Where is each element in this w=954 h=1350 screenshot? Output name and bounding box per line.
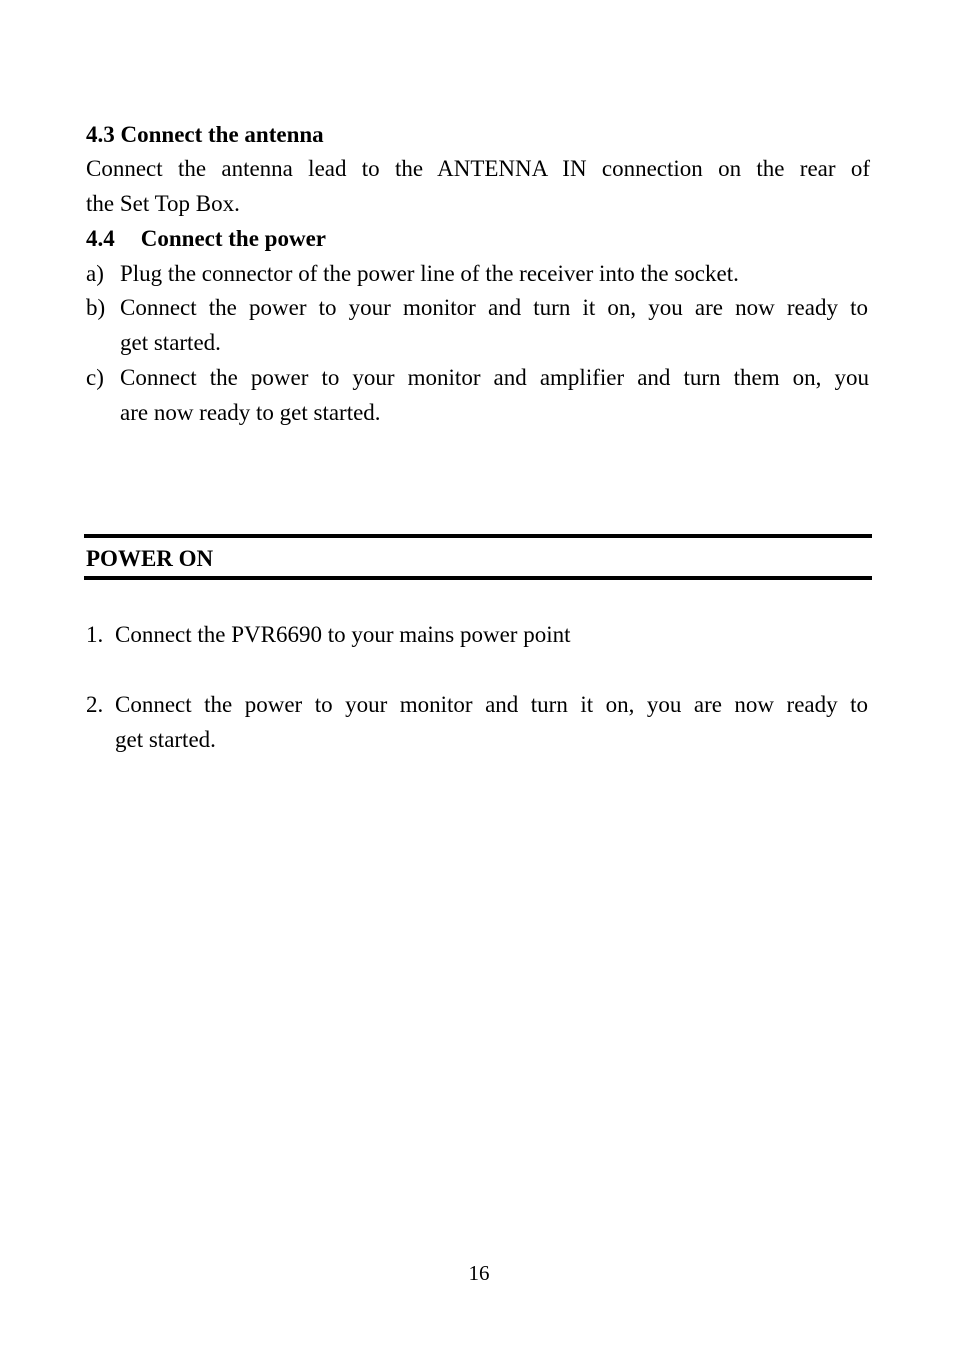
bottom-rule — [84, 576, 872, 580]
section-4-4-title: Connect the power — [140, 226, 326, 251]
list-marker: b) — [86, 295, 106, 320]
list-item-line-1: Plug the connector of the power line of the receiver into the socket. — [120, 261, 739, 286]
list-marker: c) — [86, 365, 104, 390]
section-4-4-number: 4.4 — [86, 226, 115, 251]
section-4-3-heading: 4.3 Connect the antenna — [86, 122, 324, 147]
page-number: 16 — [468, 1261, 490, 1285]
list-marker: a) — [86, 261, 104, 286]
list-item-line-2: get started. — [120, 330, 221, 355]
power-on-heading: POWER ON — [86, 546, 214, 571]
section-4-3-text-line-1: Connect the antenna lead to the ANTENNA IN connection on the rear of — [86, 156, 870, 181]
list-item-line-1: Connect the power to your monitor and turn it on, you are now ready to — [120, 295, 868, 320]
document-page — [86, 0, 872, 1350]
list-marker: 2. — [86, 692, 104, 717]
list-item-line-2: are now ready to get started. — [120, 400, 381, 425]
top-rule — [84, 534, 872, 538]
list-item-line-1: Connect the power to your monitor and turn it on, you are now ready to — [115, 692, 868, 717]
list-marker: 1. — [86, 622, 104, 647]
section-4-4-heading — [86, 221, 326, 256]
section-4-3-text-line-2: the Set Top Box. — [86, 191, 240, 216]
list-item-line-1: Connect the PVR6690 to your mains power point — [115, 622, 571, 647]
list-item-line-1: Connect the power to your monitor and amplifier and turn them on, you — [120, 365, 869, 390]
list-item-line-2: get started. — [115, 727, 216, 752]
